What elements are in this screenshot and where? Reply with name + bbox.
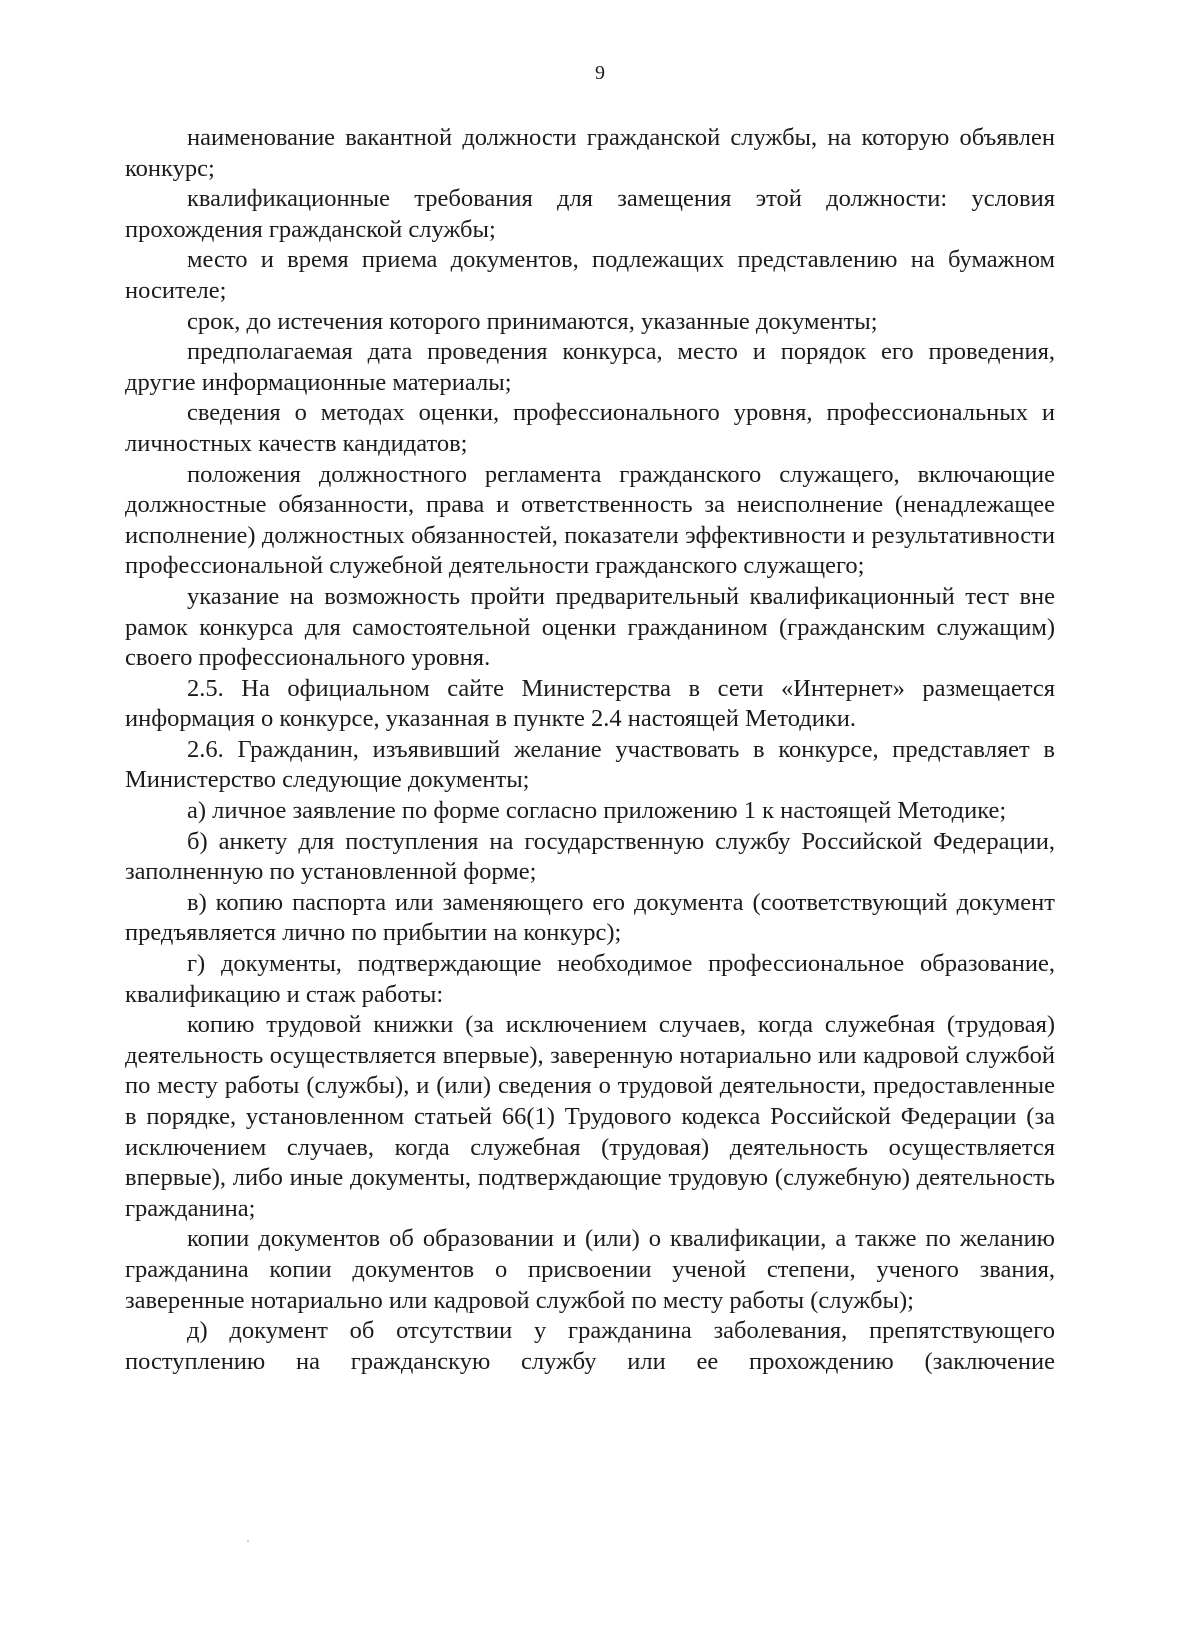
paragraph: копии документов об образовании и (или) о квалификации, а также по желанию гражданина копии документов о присвоении ученой степени, ученого звания, заверенные нотариально или кадровой службой по месту работы (службы); [125, 1225, 1055, 1314]
page-number: 9 [595, 62, 605, 84]
document-body [125, 123, 1055, 1377]
paragraph: указание на возможность пройти предварительный квалификационный тест вне рамок конкурса для самостоятельной оценки гражданином (гражданским служащим) своего профессионального уровня. [125, 582, 1055, 672]
list-item-a: а) личное заявление по форме согласно приложению 1 к настоящей Методике; [187, 797, 1007, 825]
list-item-v: в) копию паспорта или заменяющего его документа (соответствующий документ предъявляется лично по прибытии на конкурс); [125, 888, 1055, 947]
paragraph-2-5: 2.5. На официальном сайте Министерства в сети «Интернет» размещается информация о конкурсе, указанная в пункте 2.4 настоящей Методики. [125, 674, 1055, 733]
paragraph: срок, до истечения которого принимаются, указанные документы; [187, 307, 878, 335]
paragraph: сведения о методах оценки, профессионального уровня, профессиональных и личностных качеств кандидатов; [125, 399, 1055, 457]
paragraph: предполагаемая дата проведения конкурса, место и порядок его проведения, другие информационные материалы; [125, 338, 1055, 396]
paragraph: место и время приема документов, подлежащих представлению на бумажном носителе; [125, 246, 1055, 304]
list-item-g: г) документы, подтверждающие необходимое профессиональное образование, квалификацию и стаж работы: [125, 950, 1055, 1008]
paragraph: квалификационные требования для замещения этой должности: условия прохождения гражданской службы; [125, 185, 1055, 243]
scan-speck [247, 1540, 249, 1542]
paragraph-2-6: 2.6. Гражданин, изъявивший желание участвовать в конкурсе, представляет в Министерство следующие документы; [125, 735, 1055, 794]
paragraph: положения должностного регламента гражданского служащего, включающие должностные обязанности, права и ответственность за неисполнение (ненадлежащее исполнение) должностных обязанностей, показатели эффективности и результативности профессиональной служебной деятельности гражданского служащего; [125, 460, 1055, 580]
list-item-b: б) анкету для поступления на государственную службу Российской Федерации, заполненную по установленной форме; [125, 827, 1055, 886]
list-item-d: д) документ об отсутствии у гражданина заболевания, препятствующего поступлению на гражданскую службу или ее прохождению (заключение [125, 1317, 1055, 1375]
paragraph: копию трудовой книжки (за исключением случаев, когда служебная (трудовая) деятельность осуществляется впервые), заверенную нотариально или кадровой службой по месту работы (службы), и (или) сведения о трудовой деятельности, предоставленные в порядке, установленном статьей 66(1) Трудового кодекса Российской Федерации (за исключением случаев, когда служебная (трудовая) деятельность осуществляется впервые), либо иные документы, подтверждающие трудовую (служебную) деятельность гражданина; [125, 1011, 1055, 1222]
paragraph: наименование вакантной должности гражданской службы, на которую объявлен конкурс; [125, 124, 1055, 182]
